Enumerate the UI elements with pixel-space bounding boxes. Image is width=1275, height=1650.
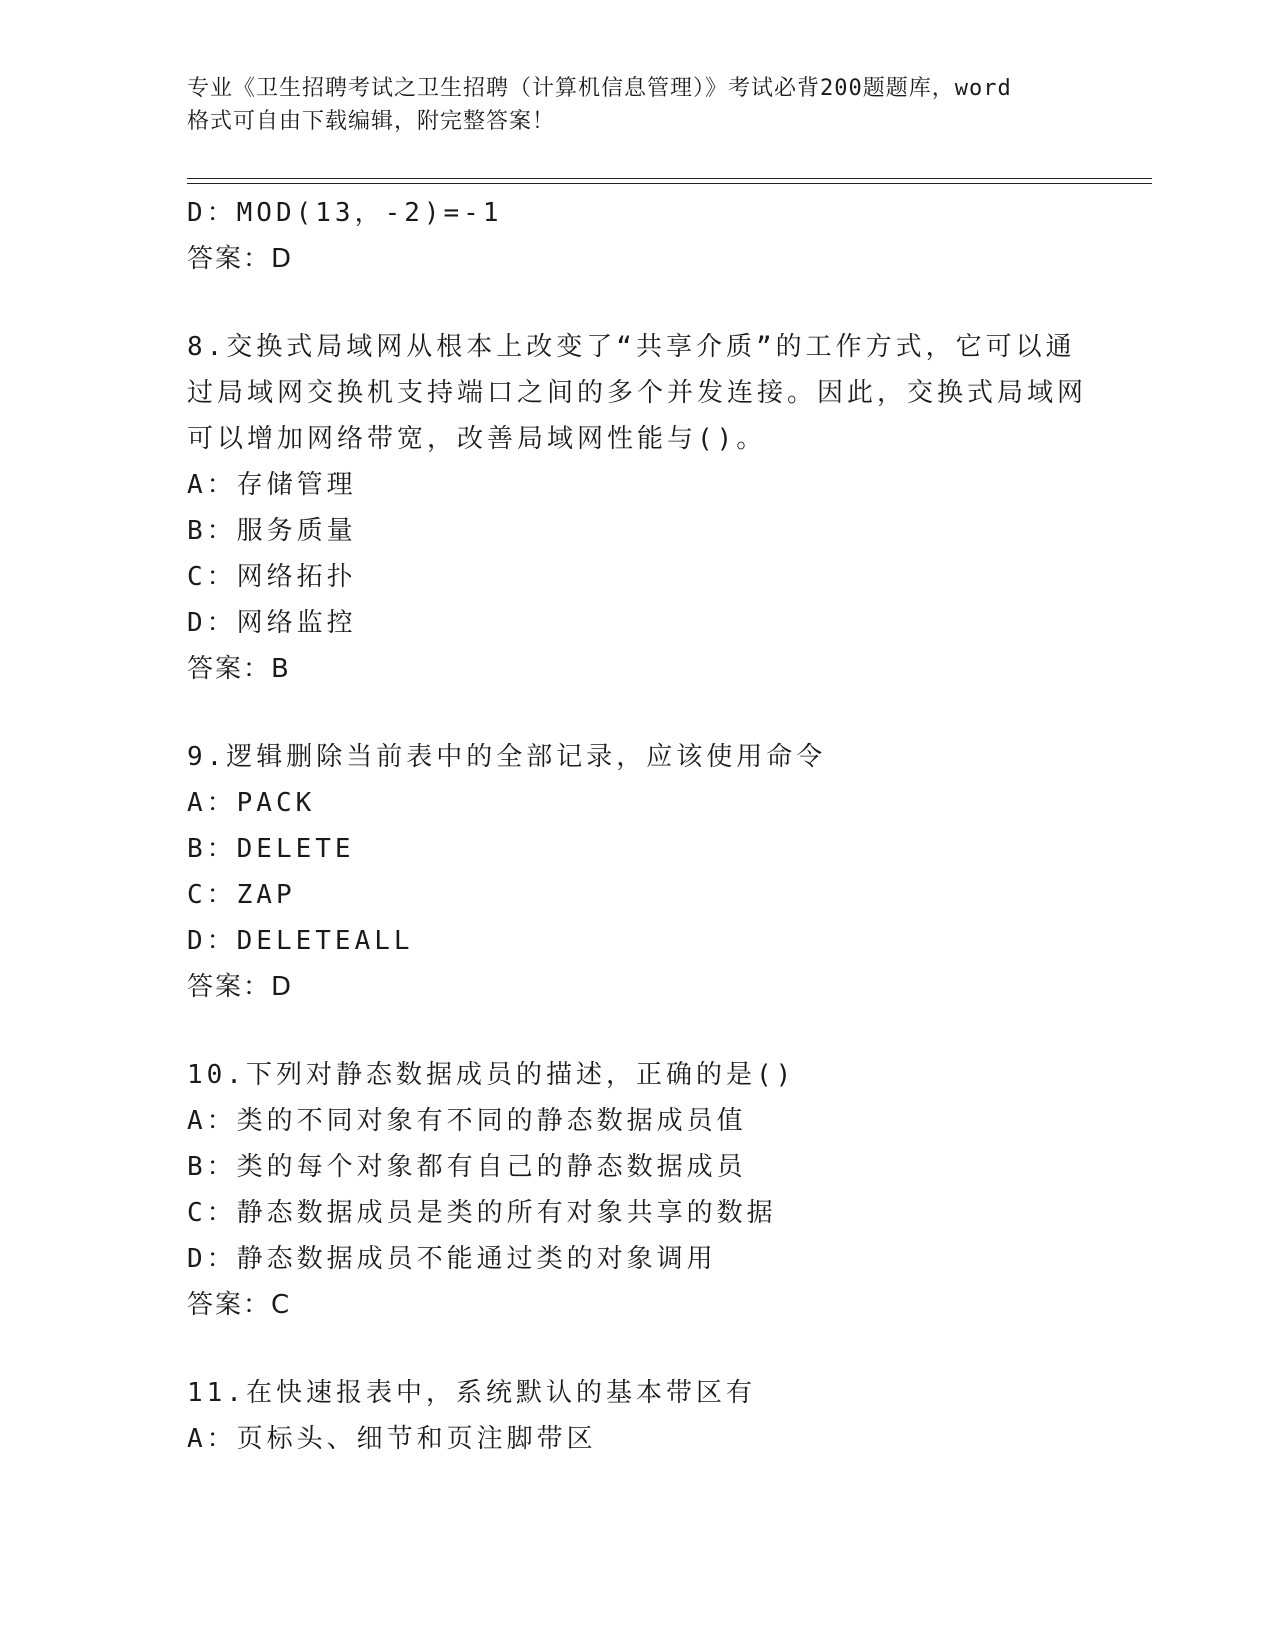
option-a: A：存储管理 <box>187 470 357 500</box>
option-d: D：网络监控 <box>187 608 357 638</box>
option-a: A：页标头、细节和页注脚带区 <box>187 1424 597 1454</box>
header-divider-bottom <box>187 183 1152 184</box>
document-header <box>187 72 1087 138</box>
answer-text: 答案：D <box>187 244 294 274</box>
header-title-line-2: 格式可自由下载编辑，附完整答案！ <box>187 109 556 134</box>
question-text: 9.逻辑删除当前表中的全部记录，应该使用命令 <box>187 742 827 772</box>
question-text-line-1: 8.交换式局域网从根本上改变了“共享介质”的工作方式，它可以通 <box>187 332 1076 362</box>
option-b: B：类的每个对象都有自己的静态数据成员 <box>187 1152 747 1182</box>
option-d: D：MOD(13，-2)=-1 <box>187 198 503 228</box>
question-8 <box>187 324 1107 692</box>
header-title-line-1: 专业《卫生招聘考试之卫生招聘（计算机信息管理）》考试必背200题题库，word <box>187 76 1012 101</box>
option-c: C：网络拓扑 <box>187 562 357 592</box>
question-text: 11.在快速报表中，系统默认的基本带区有 <box>187 1378 756 1408</box>
option-a: A：类的不同对象有不同的静态数据成员值 <box>187 1106 747 1136</box>
option-d: D：静态数据成员不能通过类的对象调用 <box>187 1244 717 1274</box>
question-9 <box>187 734 1107 1010</box>
question-text-line-3: 可以增加网络带宽，改善局域网性能与()。 <box>187 424 767 454</box>
option-d: D：DELETEALL <box>187 926 414 956</box>
question-7-tail <box>187 190 1107 282</box>
answer-text: 答案：C <box>187 1290 292 1320</box>
option-b: B：服务质量 <box>187 516 357 546</box>
answer-text: 答案：D <box>187 972 294 1002</box>
question-10 <box>187 1052 1107 1328</box>
spacer <box>187 1328 1107 1370</box>
option-c: C：静态数据成员是类的所有对象共享的数据 <box>187 1198 777 1228</box>
question-11 <box>187 1370 1107 1462</box>
spacer <box>187 1010 1107 1052</box>
answer-text: 答案：B <box>187 654 291 684</box>
header-divider-top <box>187 178 1152 179</box>
question-text: 10.下列对静态数据成员的描述，正确的是() <box>187 1060 796 1090</box>
spacer <box>187 282 1107 324</box>
spacer <box>187 692 1107 734</box>
option-c: C：ZAP <box>187 880 296 910</box>
question-list <box>187 190 1107 1462</box>
question-text-line-2: 过局域网交换机支持端口之间的多个并发连接。因此，交换式局域网 <box>187 378 1088 408</box>
option-a: A：PACK <box>187 788 316 818</box>
option-b: B：DELETE <box>187 834 355 864</box>
